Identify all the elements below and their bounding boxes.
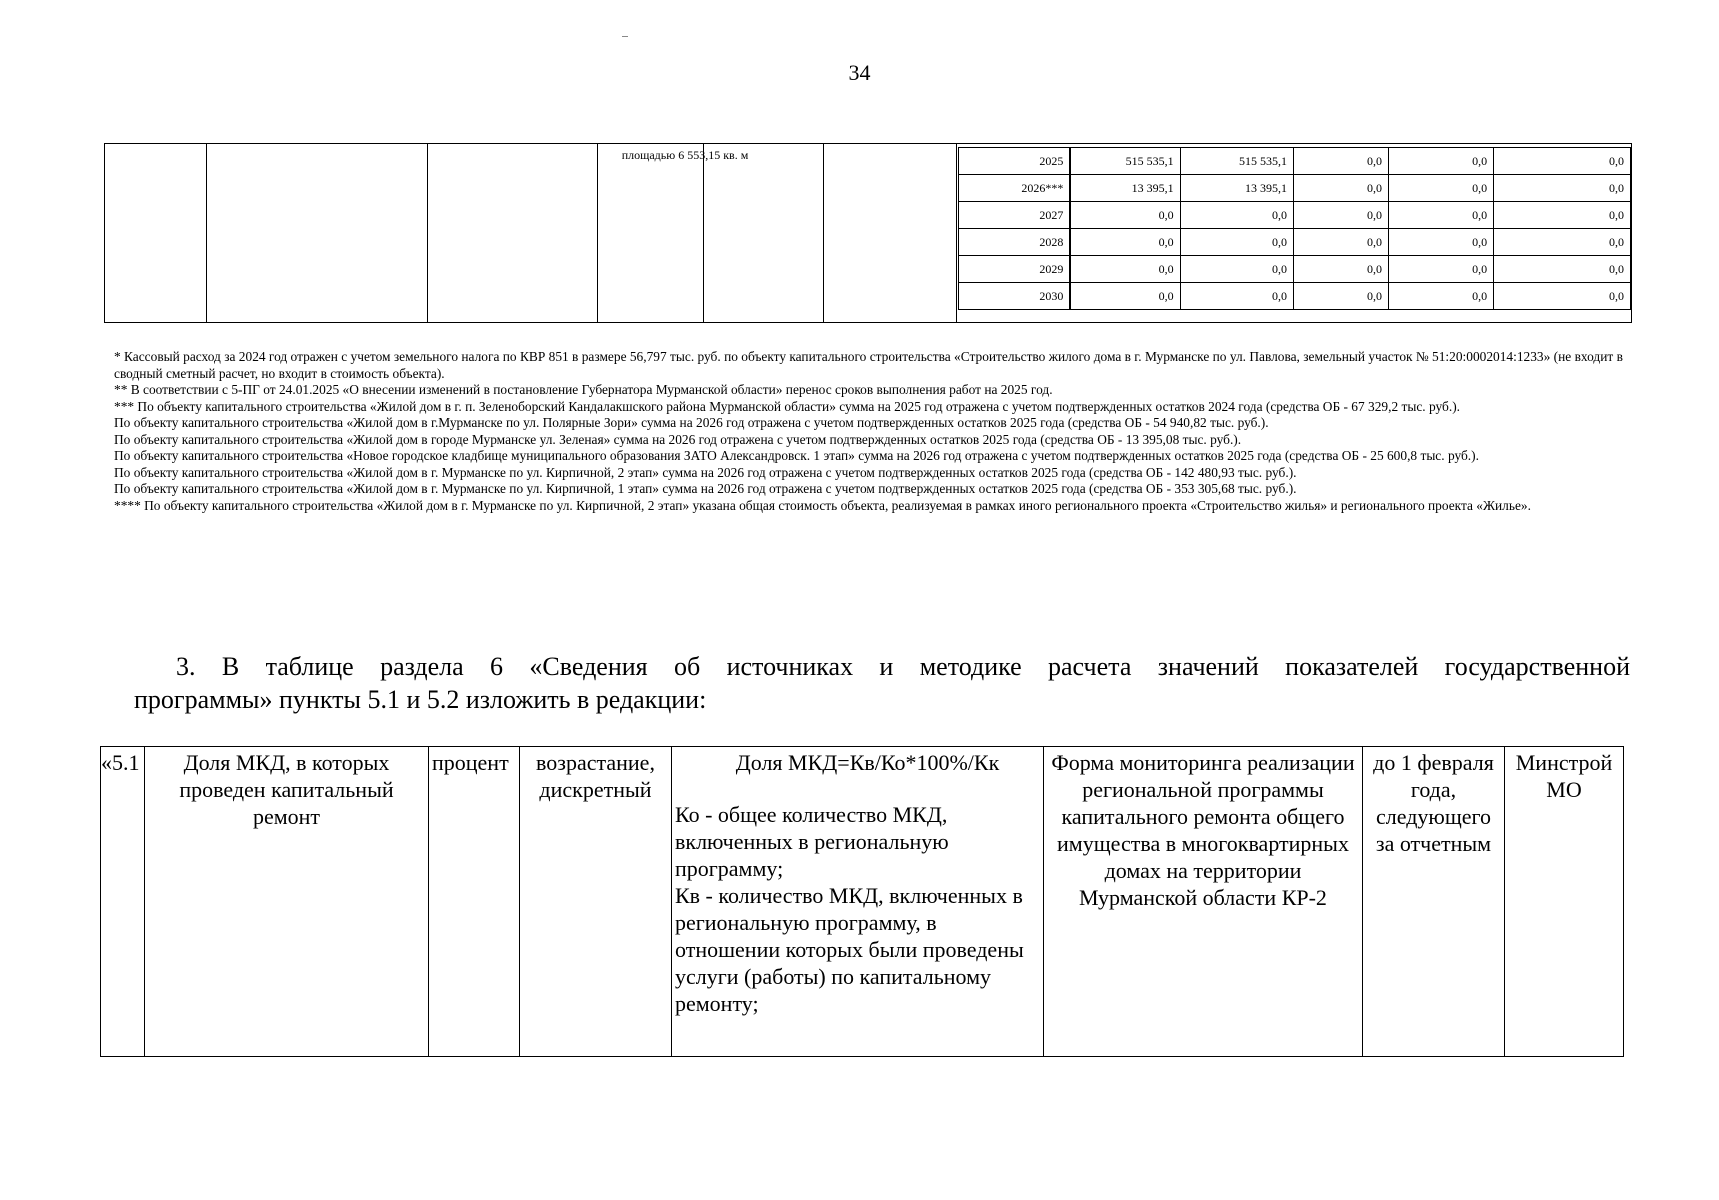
footnote: ** В соответствии с 5-ПГ от 24.01.2025 «О внесении изменений в постановление Губернатора Мурманской области» перенос сроков выполнения работ на 2025 год. xyxy=(114,382,1053,397)
footnote: *** По объекту капитального строительства «Жилой дом в г. п. Зеленоборский Кандалакшского района Мурманской области» сумма на 2025 год отражена с учетом подтвержденных остатков 2024 года (средства ОБ - 67 329,2 тыс. руб.). xyxy=(114,398,1460,414)
section-heading xyxy=(134,650,1630,716)
column-divider xyxy=(703,144,704,322)
column-divider xyxy=(597,144,598,322)
year-cell: 2025 xyxy=(959,148,1071,175)
object-area-text: площадью 6 553,15 кв. м xyxy=(621,148,749,162)
amount-cell: 0,0 xyxy=(1388,148,1493,175)
table-row xyxy=(959,256,1631,283)
column-divider xyxy=(956,144,957,322)
table-row xyxy=(959,148,1631,175)
table-row xyxy=(101,747,1624,1057)
table-row xyxy=(959,283,1631,310)
footnote: По объекту капитального строительства «Жилой дом в г. Мурманске по ул. Кирпичной, 1 этап» сумма на 2026 год отражена с учетом подтвержденных остатков 2025 года (средства ОБ - 353 305,68 тыс. руб.). xyxy=(114,481,1297,496)
formula-title: Доля МКД=Кв/Ко*100%/Кк xyxy=(735,750,1000,775)
amount-cell: 0,0 xyxy=(1494,283,1631,310)
amount-cell: 13 395,1 xyxy=(1070,175,1180,202)
amount-cell: 0,0 xyxy=(1494,175,1631,202)
indicator-formula xyxy=(672,747,1044,1057)
formula-kv-definition: Кв - количество МКД, включенных в региональную программу, в отношении которых были проведены услуги (работы) по капитальному ремонту; xyxy=(675,883,1024,1016)
amount-cell: 0,0 xyxy=(1070,229,1180,256)
table-row xyxy=(959,229,1631,256)
amount-cell: 0,0 xyxy=(1180,229,1293,256)
amount-cell: 0,0 xyxy=(1494,229,1631,256)
amount-cell: 0,0 xyxy=(1293,175,1388,202)
amount-cell: 0,0 xyxy=(1494,202,1631,229)
indicator-number: «5.1 xyxy=(101,747,145,1057)
amount-cell: 0,0 xyxy=(1293,229,1388,256)
amount-cell: 0,0 xyxy=(1293,256,1388,283)
footnote: * Кассовый расход за 2024 год отражен с учетом земельного налога по КВР 851 в размере 56,797 тыс. руб. по объекту капитального строительства «Строительство жилого дома в г. Мурманске по ул. Павлова, земельный участок № 51:20:0002014:1233» (не входит в сводный сметный расчет, но входит в стоимость объекта). xyxy=(114,349,1623,381)
amount-cell: 0,0 xyxy=(1388,229,1493,256)
amount-cell: 0,0 xyxy=(1293,148,1388,175)
formula-ko-definition: Ко - общее количество МКД, включенных в региональную программу; xyxy=(675,802,949,881)
footnote: По объекту капитального строительства «Новое городское кладбище муниципального образования ЗАТО Александровск. 1 этап» сумма на 2026 год отражена с учетом подтвержденных остатков 2025 года (средства ОБ - 25 600,8 тыс. руб.). xyxy=(114,448,1479,463)
year-cell: 2026*** xyxy=(959,175,1071,202)
section-heading-line1: 3. В таблице раздела 6 «Сведения об источниках и методике расчета значений показателей государственной xyxy=(176,652,1630,681)
indicator-name: Доля МКД, в которых проведен капитальный ремонт xyxy=(145,747,429,1057)
footnote: По объекту капитального строительства «Жилой дом в городе Мурманске ул. Зеленая» сумма на 2026 год отражена с учетом подтвержденных остатков 2025 года (средства ОБ - 13 395,08 тыс. руб.). xyxy=(114,431,1242,447)
indicator-unit: процент xyxy=(429,747,520,1057)
amount-cell: 0,0 xyxy=(1388,283,1493,310)
amount-cell: 0,0 xyxy=(1494,256,1631,283)
amount-cell: 0,0 xyxy=(1180,256,1293,283)
reporting-deadline: до 1 февраля года, следующего за отчетным xyxy=(1363,747,1505,1057)
column-divider xyxy=(823,144,824,322)
amount-cell: 0,0 xyxy=(1494,148,1631,175)
column-divider xyxy=(427,144,428,322)
amount-cell: 0,0 xyxy=(1070,283,1180,310)
amount-cell: 0,0 xyxy=(1180,202,1293,229)
footnote: По объекту капитального строительства «Жилой дом в г. Мурманске по ул. Кирпичной, 2 этап» сумма на 2026 год отражена с учетом подтвержденных остатков 2025 года (средства ОБ - 142 480,93 тыс. руб.). xyxy=(114,464,1297,480)
scan-mark xyxy=(622,36,628,37)
amount-cell: 0,0 xyxy=(1293,283,1388,310)
year-cell: 2027 xyxy=(959,202,1071,229)
amount-cell: 515 535,1 xyxy=(1180,148,1293,175)
footnote: **** По объекту капитального строительства «Жилой дом в г. Мурманске по ул. Кирпичной, 2 этап» указана общая стоимость объекта, реализуемая в рамках иного регионального проекта «Строительство жилья» и регионального проекта «Жилье». xyxy=(114,497,1531,513)
indicator-table xyxy=(100,746,1624,1057)
year-cell: 2030 xyxy=(959,283,1071,310)
amount-cell: 0,0 xyxy=(1388,202,1493,229)
year-cell: 2029 xyxy=(959,256,1071,283)
year-cell: 2028 xyxy=(959,229,1071,256)
indicator-dynamics: возрастание, дискретный xyxy=(520,747,672,1057)
footnote: По объекту капитального строительства «Жилой дом в г.Мурманске по ул. Полярные Зори» сумма на 2026 год отражена с учетом подтвержденных остатков 2025 года (средства ОБ - 54 940,82 тыс. руб.). xyxy=(114,415,1269,430)
footnotes xyxy=(114,349,1624,514)
amount-cell: 0,0 xyxy=(1070,202,1180,229)
section-heading-line2: программы» пункты 5.1 и 5.2 изложить в редакции: xyxy=(134,685,707,714)
page-number: 34 xyxy=(848,60,871,85)
yearly-funding-grid xyxy=(958,147,1631,310)
amount-cell: 0,0 xyxy=(1388,256,1493,283)
table-row xyxy=(959,175,1631,202)
amount-cell: 13 395,1 xyxy=(1180,175,1293,202)
responsible-body: Минстрой МО xyxy=(1505,747,1624,1057)
monitoring-form: Форма мониторинга реализации региональной программы капитального ремонта общего имущества в многоквартирных домах на территории Мурманской области КР-2 xyxy=(1044,747,1363,1057)
funding-table xyxy=(104,143,1632,323)
amount-cell: 0,0 xyxy=(1180,283,1293,310)
amount-cell: 515 535,1 xyxy=(1070,148,1180,175)
amount-cell: 0,0 xyxy=(1070,256,1180,283)
amount-cell: 0,0 xyxy=(1388,175,1493,202)
column-divider xyxy=(206,144,207,322)
table-row xyxy=(959,202,1631,229)
amount-cell: 0,0 xyxy=(1293,202,1388,229)
